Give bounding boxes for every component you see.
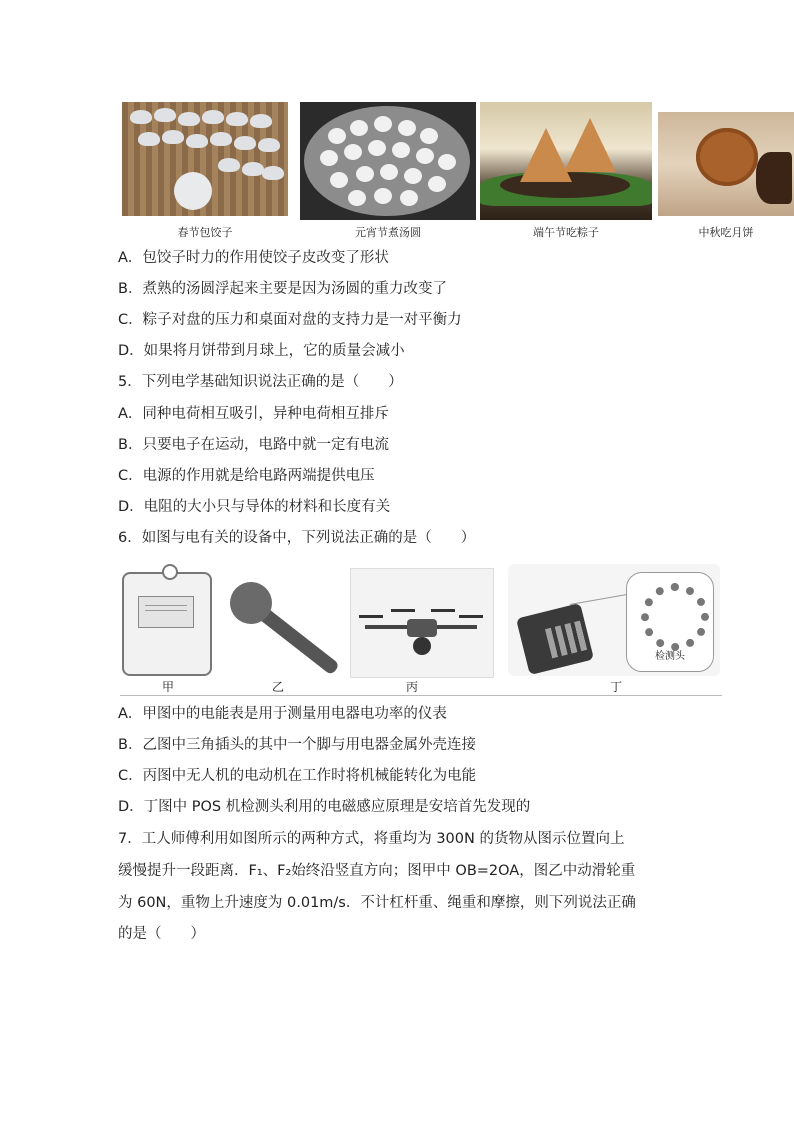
three-pin-plug-image [220, 576, 340, 676]
label-bing: 丙 [406, 680, 419, 694]
dumpling-image [122, 102, 288, 216]
figure-divider [120, 695, 722, 696]
label-yi: 乙 [272, 680, 285, 694]
detector-callout [626, 572, 714, 672]
q4-option-c: C．粽子对盘的压力和桌面对盘的支持力是一对平衡力 [118, 312, 462, 328]
label-ding: 丁 [610, 680, 623, 694]
q7-line-3: 为 60N，重物上升速度为 0.01m/s．不计杠杆重、绳重和摩擦，则下列说法正确 [118, 895, 636, 911]
q4-option-a: A．包饺子时力的作用使饺子皮改变了形状 [118, 250, 389, 266]
label-jia: 甲 [162, 680, 175, 694]
tangyuan-image [300, 102, 476, 220]
caption-mooncake: 中秋吃月饼 [698, 226, 754, 239]
q4-option-b: B．煮熟的汤圆浮起来主要是因为汤圆的重力改变了 [118, 281, 447, 297]
caption-dumpling: 春节包饺子 [177, 226, 233, 239]
zongzi-image [480, 102, 652, 220]
q6-stem: 6．如图与电有关的设备中，下列说法正确的是（ ） [118, 530, 476, 546]
food-figure [122, 102, 794, 242]
detector-label: 检测头 [655, 651, 685, 662]
caption-zongzi: 端午节吃粽子 [533, 226, 599, 239]
caption-tangyuan: 元宵节煮汤圆 [355, 226, 421, 239]
q5-option-a: A．同种电荷相互吸引，异种电荷相互排斥 [118, 406, 389, 422]
q7-line-1: 7．工人师傅利用如图所示的两种方式，将重均为 300N 的货物从图示位置向上 [118, 831, 625, 847]
q5-option-b: B．只要电子在运动，电路中就一定有电流 [118, 437, 389, 453]
drone-image [350, 568, 494, 678]
q6-option-d: D．丁图中 POS 机检测头利用的电磁感应原理是安培首先发现的 [118, 799, 531, 815]
q6-option-b: B．乙图中三角插头的其中一个脚与用电器金属外壳连接 [118, 737, 476, 753]
pos-terminal-image [508, 564, 720, 676]
q5-option-d: D．电阻的大小只与导体的材料和长度有关 [118, 499, 391, 515]
q7-line-2: 缓慢提升一段距离．F₁、F₂始终沿竖直方向；图甲中 OB=2OA，图乙中动滑轮重 [118, 863, 636, 879]
mooncake-image [658, 112, 794, 216]
q5-option-c: C．电源的作用就是给电路两端提供电压 [118, 468, 375, 484]
q7-line-4: 的是（ ） [118, 926, 205, 942]
q4-option-d: D．如果将月饼带到月球上，它的质量会减小 [118, 343, 405, 359]
q5-stem: 5．下列电学基础知识说法正确的是（ ） [118, 374, 403, 390]
q6-option-c: C．丙图中无人机的电动机在工作时将机械能转化为电能 [118, 768, 477, 784]
q6-figure [120, 562, 722, 694]
q6-option-a: A．甲图中的电能表是用于测量用电器电功率的仪表 [118, 706, 447, 722]
